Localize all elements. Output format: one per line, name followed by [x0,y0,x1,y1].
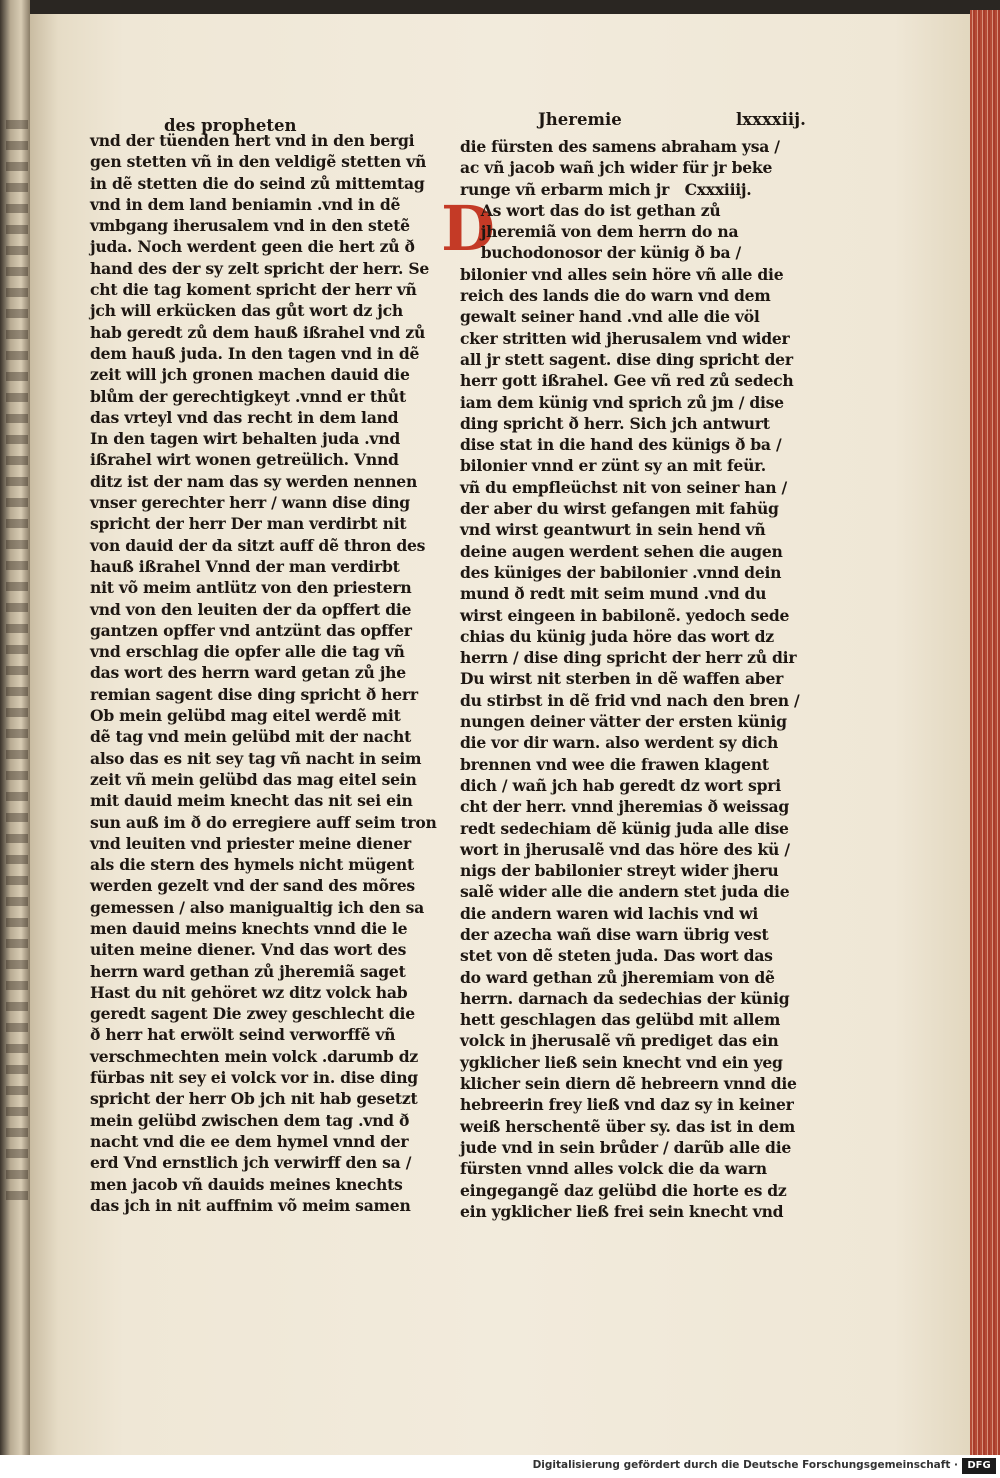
text-line: ditz ist der nam das sy werden nennen [90,471,418,491]
text-line: herrn / dise ding spricht der herr zů dir [460,648,797,668]
text-line: blům der gerechtigkeyt .vnnd er thůt [90,386,406,406]
text-line: dẽ tag vnd mein gelübd mit der nacht [90,727,412,747]
text-line: hand des der sy zelt spricht der herr. Se [90,258,430,278]
text-line: das wort des herrn ward getan zů jhe [90,663,406,683]
text-line: Hast du nit gehöret wz ditz volck hab [90,982,408,1002]
facing-page-edge [0,0,30,1455]
text-line: gemessen / also manigualtig ich den sa [90,897,425,917]
text-line: runge vñ erbarm mich jr Cxxxiiij. [460,179,752,199]
text-line: nigs der babilonier streyt wider jheru [460,861,779,881]
text-line: do ward gethan zů jheremiam von dẽ [460,967,775,987]
text-line: sun auß im ð do erregiere auff seim tron [90,812,437,832]
text-line: reich des lands die do warn vnd dem [460,286,771,306]
text-line: vnd wirst geantwurt in sein hend vñ [460,520,766,540]
text-line: hauß ißrahel Vnnd der man verdirbt [90,556,400,576]
text-line: vñ du empfleüchst nit von seiner han / [460,477,788,497]
text-line: das vrteyl vnd das recht in dem land [90,407,399,427]
text-line: dise stat in die hand des künigs ð ba / [460,435,782,455]
text-line: die vor dir warn. also werdent sy dich [460,733,779,753]
text-line: Du wirst nit sterben in dẽ waffen aber [460,669,784,689]
text-line: von dauid der da sitzt auff dẽ thron des [90,535,426,555]
text-line: geredt sagent Die zwey geschlecht die [90,1004,415,1024]
text-line: jude vnd in sein brůder / darũb alle die [460,1137,792,1157]
text-line: ygklicher ließ sein knecht vnd ein yeg [460,1052,783,1072]
text-line: bilonier vnnd er zünt sy an mit feür. [460,456,766,476]
text-line: die fürsten des samens abraham ysa / [460,137,780,156]
text-line: chias du künig juda höre das wort dz [460,626,774,646]
text-line: herrn. darnach da sedechias der künig [460,988,790,1008]
text-line: gen stetten vñ in den veldigẽ stetten vñ [90,152,427,172]
text-line: As wort das do ist gethan zů [460,200,721,220]
text-line: volck in jherusalẽ vñ prediget das ein [460,1031,779,1051]
text-line: mein gelübd zwischen dem tag .vnd ð [90,1110,410,1130]
text-line: all jr stett sagent. dise ding spricht der [460,349,793,369]
text-line: nungen deiner vätter der ersten künig [460,712,787,732]
text-line: buchodonosor der künig ð ba / [460,243,741,263]
text-line: cker stritten wid jherusalem vnd wider [460,328,790,348]
text-line: das jch in nit auffnim võ meim samen [90,1195,411,1215]
text-line: mit dauid meim knecht das nit sei ein [90,791,413,811]
text-line: weiß herschentẽ über sy. das ist in dem [460,1116,795,1136]
text-line: vnd der tüenden hert vnd in den bergi [90,131,415,150]
text-line: Ob mein gelübd mag eitel werdẽ mit [90,706,401,726]
text-line: juda. Noch werdent geen die hert zů ð [90,237,415,257]
funding-credit: Digitalisierung gefördert durch die Deutsche Forschungsgemeinschaft · [532,1459,958,1471]
text-line: vnd erschlag die opfer alle die tag vñ [90,642,405,662]
text-line: vnd leuiten vnd priester meine diener [90,833,411,853]
text-line: als die stern des hymels nicht mügent [90,855,414,875]
text-line: vnser gerechter herr / wann dise ding [90,493,410,513]
text-line: ißrahel wirt wonen getreülich. Vnnd [90,450,399,470]
text-line: des küniges der babilonier .vnnd dein [460,562,782,582]
text-line: ð herr hat erwölt seind verworffẽ vñ [90,1025,396,1045]
facing-page-text-fragment [6,120,28,1200]
text-line: brennen vnd wee die frawen klagent [460,754,769,774]
text-line: dich / wañ jch hab geredt dz wort spri [460,775,781,795]
text-line: herrn ward gethan zů jheremiã saget [90,961,406,981]
text-line: hebreerin frey ließ vnd daz sy in keiner [460,1095,794,1115]
text-line: der azecha wañ dise warn übrig vest [460,924,769,944]
text-line: wort in jherusalẽ vnd das höre des kü / [460,839,790,859]
text-line: herr gott ißrahel. Gee vñ red zů sedech [460,371,794,391]
text-line: ding spricht ð herr. Sich jch antwurt [460,413,770,433]
text-line: In den tagen wirt behalten juda .vnd [90,429,400,449]
text-line: uiten meine diener. Vnd das wort des [90,940,407,960]
text-line: vmbgang iherusalem vnd in den stetẽ [90,216,410,236]
text-line: spricht der herr Ob jch nit hab gesetzt [90,1089,418,1109]
red-page-edges [970,10,1000,1455]
text-line: men jacob vñ dauids meines knechts [90,1174,403,1194]
text-line: ein ygklicher ließ frei sein knecht vnd [460,1201,784,1221]
left-text-column [90,130,437,1216]
text-line: wirst eingeen in babilonẽ. yedoch sede [460,605,790,625]
folio-number: lxxxxiij. [736,110,806,129]
text-line: fürbas nit sey ei volck vor in. dise ding [90,1068,418,1088]
text-line: gewalt seiner hand .vnd alle die völ [460,307,760,327]
text-line: hab geredt zů dem hauß ißrahel vnd zů [90,322,426,342]
text-line: salẽ wider alle die andern stet juda die [460,882,790,902]
dfg-logo: DFG [962,1458,996,1474]
text-line: in dẽ stetten die do seind zů mittemtag [90,173,425,193]
text-line: stet von dẽ steten juda. Das wort das [460,946,773,966]
text-line: cht der herr. vnnd jheremias ð weissag [460,797,790,817]
text-line: klicher sein diern dẽ hebreern vnnd die [460,1074,797,1094]
text-line: nit võ meim antlütz von den priestern [90,578,412,598]
text-line: vnd in dem land beniamin .vnd in dẽ [90,194,401,214]
text-line: zeit will jch gronen machen dauid die [90,365,410,385]
text-line: men dauid meins knechts vnnd die le [90,918,408,938]
red-initial-letter: D [441,192,495,265]
text-line: jch will erkücken das gůt wort dz jch [90,301,403,321]
text-line: der aber du wirst gefangen mit fahüg [460,499,779,519]
text-line: erd Vnd ernstlich jch verwirff den sa / [90,1153,412,1173]
text-line: zeit vñ mein gelübd das mag eitel sein [90,769,417,789]
text-line: redt sedechiam dẽ künig juda alle dise [460,818,789,838]
text-line: vnd von den leuiten der da opffert die [90,599,412,619]
text-line: die andern waren wid lachis vnd wi [460,903,759,923]
text-line: ac vñ jacob wañ jch wider für jr beke [460,158,773,178]
text-line: gantzen opffer vnd antzünt das opffer [90,620,412,640]
text-line: iam dem künig vnd sprich zů jm / dise [460,392,784,412]
text-line: hett geschlagen das gelübd mit allem [460,1010,781,1030]
text-line: dem hauß juda. In den tagen vnd in dẽ [90,343,420,363]
text-line: remian sagent dise ding spricht ð herr [90,684,418,704]
right-text-column [460,136,800,1222]
text-line: werden gezelt vnd der sand des mõres [90,876,415,896]
text-line: bilonier vnd alles sein höre vñ alle die [460,264,784,284]
text-line: verschmechten mein volck .darumb dz [90,1046,419,1066]
text-line: du stirbst in dẽ frid vnd nach den bren / [460,690,800,710]
text-line: cht die tag koment spricht der herr vñ [90,280,417,300]
running-header-right: Jheremie [538,110,622,129]
text-line: spricht der herr Der man verdirbt nit [90,514,407,534]
text-line: jheremiã von dem herrn do na [460,222,739,242]
text-line: also das es nit sey tag vñ nacht in seim [90,748,422,768]
text-line: mund ð redt mit seim mund .vnd du [460,584,767,604]
text-line: deine augen werdent sehen die augen [460,541,783,561]
text-line: eingegangẽ daz gelübd die horte es dz [460,1180,787,1200]
text-line: fürsten vnnd alles volck die da warn [460,1159,767,1179]
text-line: nacht vnd die ee dem hymel vnnd der [90,1131,409,1151]
running-header-left: des propheten [164,116,297,135]
